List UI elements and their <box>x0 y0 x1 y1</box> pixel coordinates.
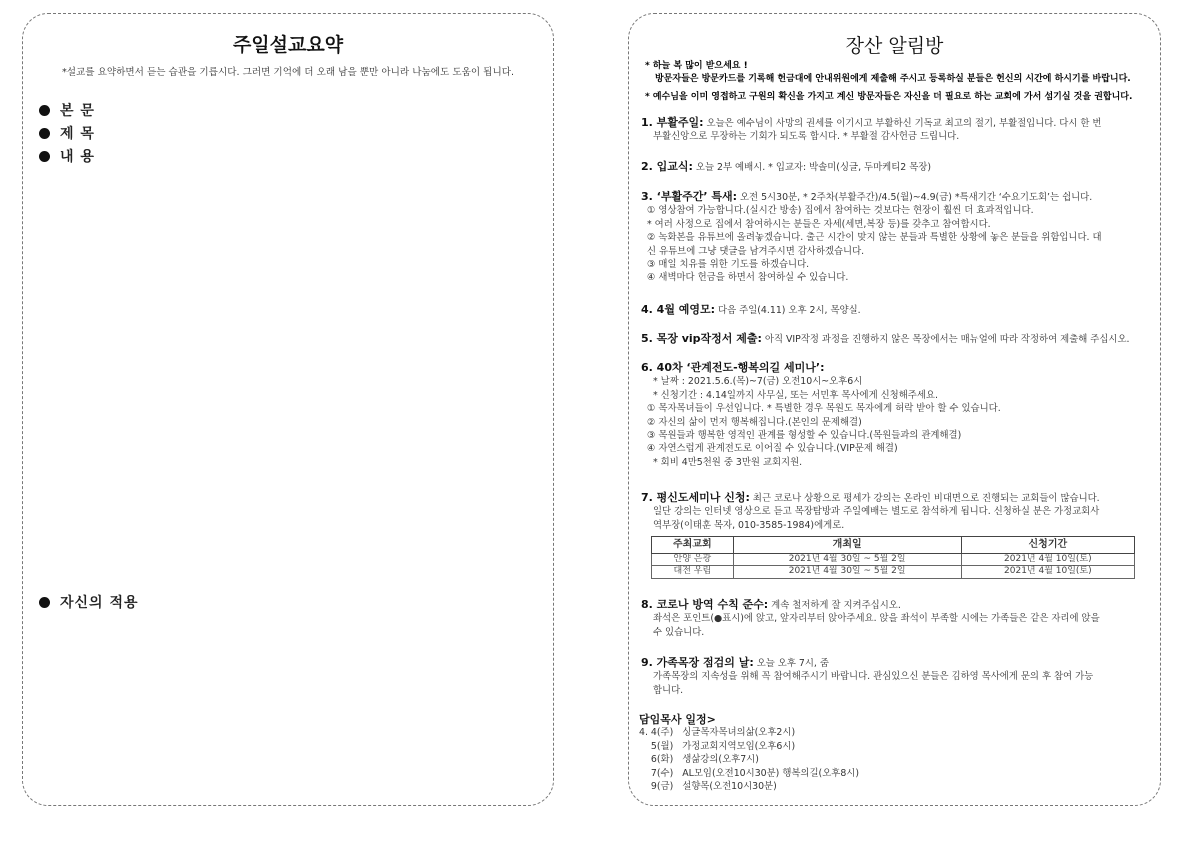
table-row <box>652 553 1135 566</box>
sermon-summary-title: 주일설교요약 <box>232 34 344 56</box>
table-header: 주최교회 <box>652 537 734 553</box>
announcement-item-2: 2. 입교식: 오늘 2부 예배시. * 입교자: 박솔미(싱글, 두마케티2 목장) <box>641 160 931 173</box>
table-header-row <box>652 537 1135 553</box>
announcement-item-8: 8. 코로나 방역 수칙 준수: 계속 철저하게 잘 지켜주십시오. 좌석은 포인트(●표시)에 앉고, 앞자리부터 앉아주세요. 앉을 좌석이 부족할 시에는 가족들은 같은 자리에 앉을 수 있습니다. <box>641 598 1100 638</box>
announcement-item-1: 1. 부활주일: 오늘은 예수님이 사망의 권세를 이기시고 부활하신 기독교 최고의 절기, 부활절입니다. 다시 한 번 부활신앙으로 무장하는 기회가 되도록 합시다. * 부활절 감사헌금 드립니다. <box>641 116 1102 143</box>
announcement-item-6: 6. 40차 ‘관계전도-행복의길 세미나’: * 날짜 : 2021.5.6.(목)~7(금) 오전10시~오후6시 * 신청기간 : 4.14일까지 사무실, 또는 서민후 목사에게 신청해주세요. ① 목자목녀들이 우선입니다. * 특별한 경우 목원도 목자에게 허락 받아 할 수 있습니다. ② 자신의 삶이 먼저 행복해집니다.(본인의 문제해결) ③ 목원들과 행복한 영적인 관계를 형성할 수 있습니다.(목원들과의 관계해결) ④ 자연스럽게 관계전도로 이어질 수 있습니다.(VIP문제 해결) * 회비 4만5천원 중 3만원 교회지원. <box>641 361 1001 468</box>
welcome-block: * 하늘 복 많이 받으세요 ! 방문자들은 방문카드를 기록해 헌금대에 안내위원에게 제출해 주시고 등록하실 분들은 헌신의 시간에 하시기를 바랍니다. * 예수님을 이미 영접하고 구원의 확신을 가지고 계신 방문자들은 자신을 더 필요로 하는 교회에 가서 섬기실 것을 권합니다. <box>645 61 1133 102</box>
table-cell: 안양 은광 <box>652 553 734 566</box>
table-cell: 대전 우림 <box>652 566 734 579</box>
bullet-content: 내 용 <box>39 146 95 166</box>
bullet-dot-icon <box>39 597 50 608</box>
announcement-item-5: 5. 목장 vip작정서 제출: 아직 VIP작정 과정을 진행하지 않은 목장에서는 매뉴얼에 따라 작정하여 제출해 주십시오. <box>641 332 1130 345</box>
bullet-application: 자신의 적용 <box>39 592 139 612</box>
announcement-item-3: 3. ‘부활주간’ 특새: 오전 5시30분, * 2주차(부활주간)/4.5(월)~4.9(금) *특새기간 ‘수요기도회’는 쉽니다. ① 영상참여 가능합니다.(실시간 방송) 집에서 참여하는 것보다는 현장이 훨씬 더 효과적입니다. * 여러 사정으로 집에서 참여하시는 분들은 자세(세면,복장 등)를 갖추고 참여합시다. ② 녹화본을 유튜브에 올려놓겠습니다. 출근 시간이 맞지 않는 분들과 특별한 상황에 놓은 분들을 위함입니다. 대 신 유튜브에 그냥 댓글을 남겨주시면 감사하겠습니다. ③ 매일 치유를 위한 기도를 하겠습니다. ④ 새벽마다 헌금을 하면서 참여하실 수 있습니다. <box>641 190 1102 284</box>
table-header: 신청기간 <box>961 537 1134 553</box>
pastor-schedule: 담임목사 일정> 4. 4(주) 싱글목자목녀의삶(오후2시) 5(월) 가정교회지역모임(오후6시) 6(화) 생삶강의(오후7시) 7(수) AL모임(오전10시30분) 행복의길(오후8시) 9(금) 설향목(오전10시30분) <box>639 713 1149 793</box>
announcements-title: 장산 알림방 <box>845 35 944 57</box>
table-cell: 2021년 4월 10일(토) <box>961 553 1134 566</box>
schedule-entry: 5(월) 가정교회지역모임(오후6시) <box>639 740 796 752</box>
table-row <box>652 566 1135 579</box>
bullet-dot-icon <box>39 128 50 139</box>
bullet-dot-icon <box>39 151 50 162</box>
sermon-summary-note: *설교를 요약하면서 듣는 습관을 기릅시다. 그러면 기억에 더 오래 남을 뿐만 아니라 나눔에도 도움이 됩니다. <box>61 67 515 78</box>
schedule-entry: 9(금) 설향목(오전10시30분) <box>639 781 777 793</box>
announcement-item-7: 7. 평신도세미나 신청: 최근 코로나 상황으로 평세가 강의는 온라인 비대면으로 진행되는 교회들이 많습니다. 일단 강의는 인터넷 영상으로 듣고 목장탐방과 주일예배는 별도로 참석하게 됩니다. 신청하실 분은 가정교회사 역부장(이태훈 목자, 010-3585-1984)에게로. 주최교회 개최일 신청기간 안양 은광 2021년 4월 30일 ~ 5월 2일 2021년 4월 10일(토) 대전 우림 2021년 4월 30일 ~ 5월 2일 2021년 4월 10일(토) <box>641 491 1151 579</box>
schedule-entry: 4. 4(주) 싱글목자목녀의삶(오후2시) <box>639 727 796 739</box>
announcements-panel <box>628 13 1161 806</box>
bullet-title: 제 목 <box>39 123 95 143</box>
announcement-item-9: 9. 가족목장 점검의 날: 오늘 오후 7시, 줌 가족목장의 지속성을 위해 꼭 참여해주시기 바랍니다. 관심있으신 분들은 김하영 목사에게 문의 후 참여 가능 합니다. <box>641 656 1094 696</box>
table-cell: 2021년 4월 30일 ~ 5월 2일 <box>733 553 961 566</box>
table-cell: 2021년 4월 10일(토) <box>961 566 1134 579</box>
seminar-schedule-table <box>651 536 1135 578</box>
announcement-item-4: 4. 4월 예영모: 다음 주일(4.11) 오후 2시, 목양실. <box>641 303 861 316</box>
bullet-dot-icon <box>39 105 50 116</box>
table-header: 개최일 <box>733 537 961 553</box>
schedule-entry: 6(화) 생삶강의(오후7시) <box>639 754 759 766</box>
table-cell: 2021년 4월 30일 ~ 5월 2일 <box>733 566 961 579</box>
sermon-summary-panel <box>22 13 554 806</box>
bullet-scripture: 본 문 <box>39 100 95 120</box>
schedule-entry: 7(수) AL모임(오전10시30분) 행복의길(오후8시) <box>639 767 859 779</box>
